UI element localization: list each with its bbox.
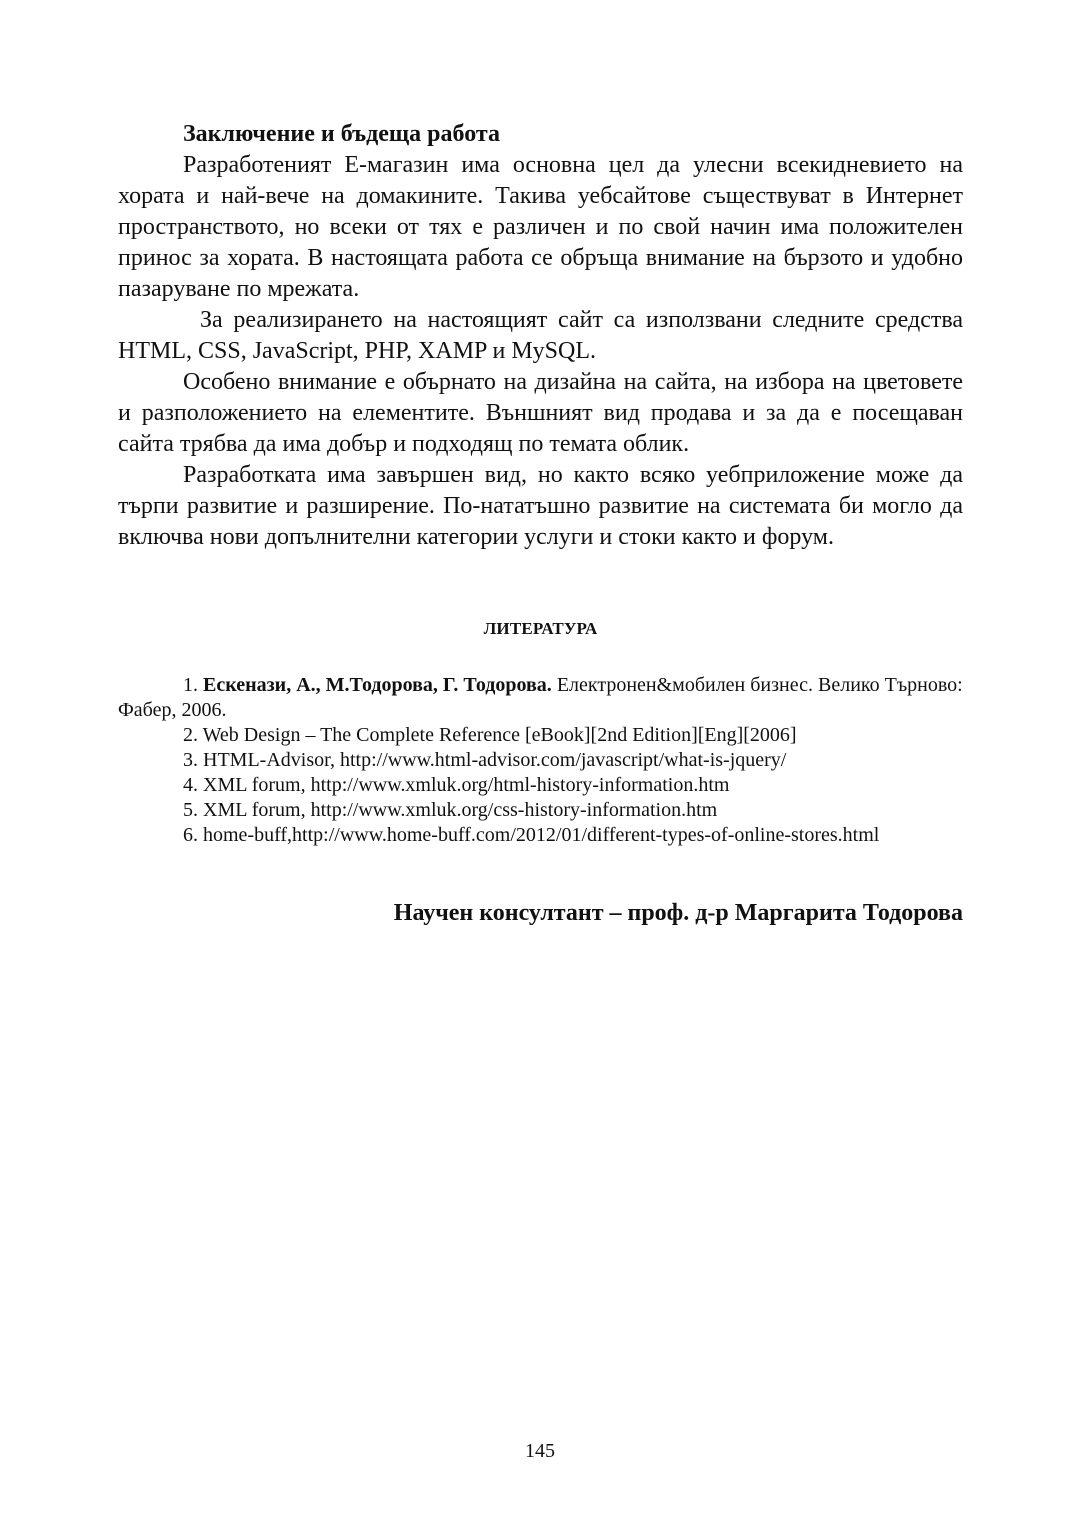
reference-number: 5. bbox=[183, 799, 198, 821]
reference-list bbox=[118, 673, 963, 848]
reference-item bbox=[118, 798, 963, 823]
references-heading: ЛИТЕРАТУРА bbox=[483, 619, 598, 638]
reference-item bbox=[118, 673, 963, 723]
section-title: Заключение и бъдеща работа bbox=[183, 121, 500, 147]
reference-item bbox=[118, 723, 963, 748]
conclusion-paragraph-3: Особено внимание е обърнато на дизайна на сайта, на избора на цветовете и разположението на елементите. Външният вид продава и за да е посещаван сайта трябва да има добър и подходящ по темата облик. bbox=[118, 369, 963, 457]
reference-number: 3. bbox=[183, 749, 198, 771]
reference-item bbox=[118, 773, 963, 798]
conclusion-paragraph-4: Разработката има завършен вид, но както всяко уебприложение може да търпи развитие и разширение. По-нататъшно развитие на системата би могло да включва нови допълнителни категории услуги и стоки както и форум. bbox=[118, 462, 963, 550]
reference-text: Web Design – The Complete Reference [eBook][2nd Edition][Eng][2006] bbox=[202, 724, 797, 746]
reference-text: HTML-Advisor, http://www.html-advisor.com/javascript/what-is-jquery/ bbox=[203, 749, 787, 771]
reference-number: 4. bbox=[183, 774, 198, 796]
reference-item bbox=[118, 748, 963, 773]
scientific-advisor: Научен консултант – проф. д-р Маргарита Тодорова bbox=[393, 900, 963, 926]
reference-number: 1. bbox=[183, 674, 198, 696]
page-content bbox=[118, 118, 963, 927]
reference-text: home-buff,http://www.home-buff.com/2012/01/different-types-of-online-stores.html bbox=[203, 824, 880, 846]
reference-authors: Ескенази, А., М.Тодорова, Г. Тодорова. bbox=[203, 674, 552, 696]
conclusion-paragraph-1: Разработеният Е-магазин има основна цел да улесни всекидневието на хората и най-вече на домакините. Такива уебсайтове съществуват в Интернет пространството, но всеки от тях е различен и по свой начин има положителен принос за хората. В настоящата работа се обръща внимание на бързото и удобно пазаруване по мрежата. bbox=[118, 152, 963, 302]
conclusion-paragraph-2: За реализирането на настоящият сайт са използвани следните средства HTML, CSS, JavaScript, PHP, XAMP и MySQL. bbox=[118, 307, 963, 364]
reference-text: XML forum, http://www.xmluk.org/css-history-information.htm bbox=[203, 799, 718, 821]
reference-text: Електронен&мобилен бизнес. Велико Търново: Фабер, 2006. bbox=[118, 674, 963, 721]
reference-item bbox=[118, 823, 963, 848]
reference-number: 6. bbox=[183, 824, 198, 846]
page-number: 145 bbox=[525, 1440, 555, 1462]
reference-text: XML forum, http://www.xmluk.org/html-history-information.htm bbox=[203, 774, 730, 796]
reference-number: 2. bbox=[183, 724, 198, 746]
